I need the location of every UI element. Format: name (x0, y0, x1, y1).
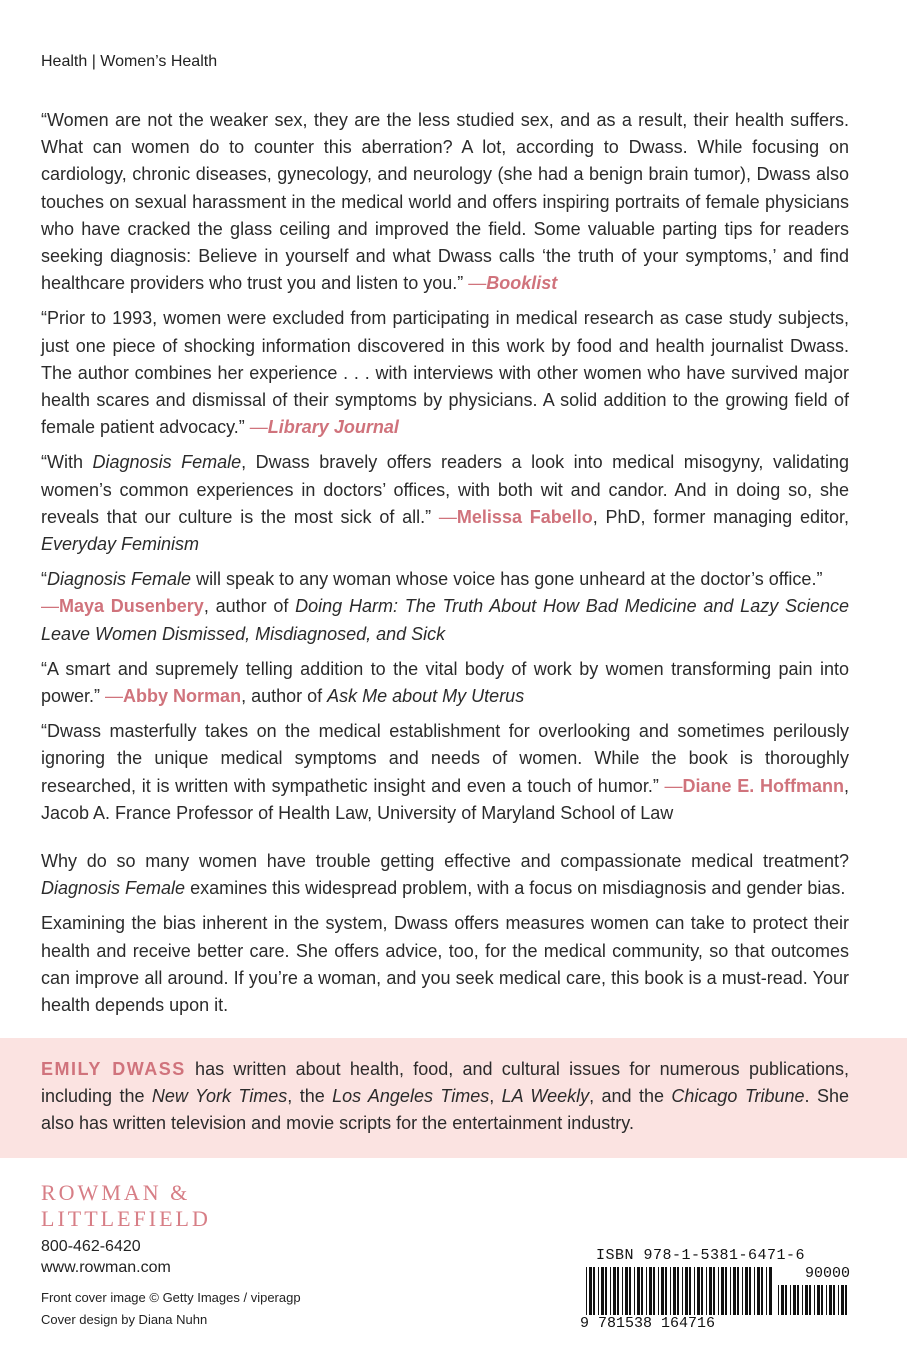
review-affiliation: , Jacob A. France Professor of Health Law, University of Maryland School of Law (41, 775, 849, 823)
book-title: Diagnosis Female (92, 452, 242, 473)
review-affiliation: , author of (203, 596, 296, 617)
description-paragraph: Examining the bias inherent in the system, Dwass offers measures women can take to protect their health and receive better care. She offers advice, too, for the medical community, so that outcomes can improve all around. If you’re a woman, and you seek medical care, this book is a must-read. Your health depends upon it. (41, 913, 849, 1016)
review-source: Booklist (486, 273, 558, 294)
review-quote: , Dwass bravely offers readers a look into medical misogyny, validating women’s common experiences in doctors’ offices, with both wit and candor. And in doing so, she reveals that our culture is the most sick of all.” (41, 452, 849, 527)
barcode-digits: 9 781538 164716 (580, 1315, 716, 1332)
publication-title: Los Angeles Times (332, 1086, 490, 1107)
review-fabello (41, 449, 849, 558)
review-affiliation-title: Everyday Feminism (41, 534, 200, 555)
review-source: Maya Dusenbery (59, 596, 204, 617)
cover-design-credit: Cover design by Diana Nuhn (41, 1312, 208, 1327)
review-source: Abby Norman (123, 686, 242, 707)
publication-title: New York Times (151, 1086, 288, 1107)
review-library-journal (41, 305, 849, 441)
review-dash: — (658, 775, 683, 796)
review-affiliation-title: Ask Me about My Uterus (327, 686, 525, 707)
review-source: Diane E. Hoffmann (682, 775, 844, 796)
author-name: EMILY DWASS (41, 1059, 186, 1079)
review-dash: — (244, 417, 268, 438)
author-bio-band (0, 1038, 907, 1158)
publisher-phone: 800-462-6420 (41, 1238, 141, 1255)
publisher-website: www.rowman.com (41, 1259, 171, 1276)
isbn-label: ISBN 978-1-5381-6471-6 (596, 1247, 806, 1264)
book-title: Diagnosis Female (41, 878, 186, 899)
cover-credits (41, 1287, 301, 1331)
barcode (580, 1265, 852, 1337)
publication-title: Chicago Tribune (671, 1086, 805, 1107)
review-quote: “With (41, 452, 93, 473)
publisher-logo-line: LITTLEFIELD (41, 1206, 211, 1231)
review-dash: — (100, 686, 124, 707)
praise-section (41, 107, 849, 835)
book-description (41, 848, 849, 1027)
review-quote: “Dwass masterfully takes on the medical establishment for overlooking and sometimes perilously ignoring the unique medical symptoms and needs of women. While the book is thoroughly researched, it is written with sympathetic insight and even a touch of humor.” (41, 721, 849, 796)
author-bio: EMILY DWASS has written about health, food, and cultural issues for numerous publications, including the New York Times, the Los Angeles Times, LA Weekly, and the Chicago Tribune. She also has written television and movie scripts for the entertainment industry. (41, 1059, 850, 1134)
review-quote: “Women are not the weaker sex, they are the less studied sex, and as a result, their health suffers. What can women do to counter this aberration? A lot, according to Dwass. While focusing on cardiology, chronic diseases, gynecology, and neurology (she had a benign brain tumor), Dwass also touches on sexual harassment in the medical world and offers inspiring portraits of female physicians who have cracked the glass ceiling and improved the field. Some valuable parting tips for readers seeking diagnosis: Believe in yourself and what Dwass calls ‘the truth of your symptoms,’ and find healthcare providers who trust you and listen to you.” (41, 110, 849, 294)
review-source: Melissa Fabello (456, 506, 593, 527)
publication-title: LA Weekly (501, 1086, 590, 1107)
publisher-contact (41, 1236, 171, 1278)
category-label: Health | Women’s Health (41, 53, 218, 70)
publisher-logo (41, 1180, 211, 1232)
review-affiliation-title: Doing Harm: The Truth About How Bad Medicine and Lazy Science Leave Women Dismissed, Misdiagnosed, and Sick (41, 596, 849, 644)
description-paragraph: Why do so many women have trouble getting effective and compassionate medical treatment? Diagnosis Female examines this widespread problem, with a focus on misdiagnosis and gender bias. (41, 851, 849, 899)
review-dusenbery: “Diagnosis Female will speak to any woman whose voice has gone unheard at the doctor’s office.” —Maya Dusenbery, author of Doing Harm: The Truth About How Bad Medicine and Lazy Science Leave Women Dismissed, Misdiagnosed, and Sick (41, 569, 849, 644)
review-source: Library Journal (267, 417, 399, 438)
review-affiliation: , PhD, former managing editor, (592, 506, 849, 527)
review-quote: will speak to any woman whose voice has gone unheard at the doctor’s office.” (191, 569, 823, 590)
review-dash: — (463, 273, 487, 294)
review-dash: — (431, 506, 457, 527)
publisher-logo-line: ROWMAN & (41, 1180, 191, 1205)
review-booklist (41, 107, 849, 297)
review-dash: — (41, 596, 59, 617)
book-title: Diagnosis Female (47, 569, 192, 590)
price-code: 90000 (804, 1265, 850, 1282)
review-affiliation: , author of (241, 686, 328, 707)
review-quote: “Prior to 1993, women were excluded from participating in medical research as case study subjects, just one piece of shocking information discovered in this work by food and health journalist Dwass. The author combines her experience . . . with interviews with other women who have survived major health scares and dismissal of their symptoms by physicians. A solid addition to the growing field of female patient advocacy.” (41, 308, 849, 438)
review-hoffmann (41, 718, 849, 827)
review-norman (41, 656, 849, 710)
review-quote: “A smart and supremely telling addition to the vital body of work by women transforming pain into power.” (41, 658, 849, 707)
cover-image-credit: Front cover image © Getty Images / viperagp (41, 1290, 301, 1305)
